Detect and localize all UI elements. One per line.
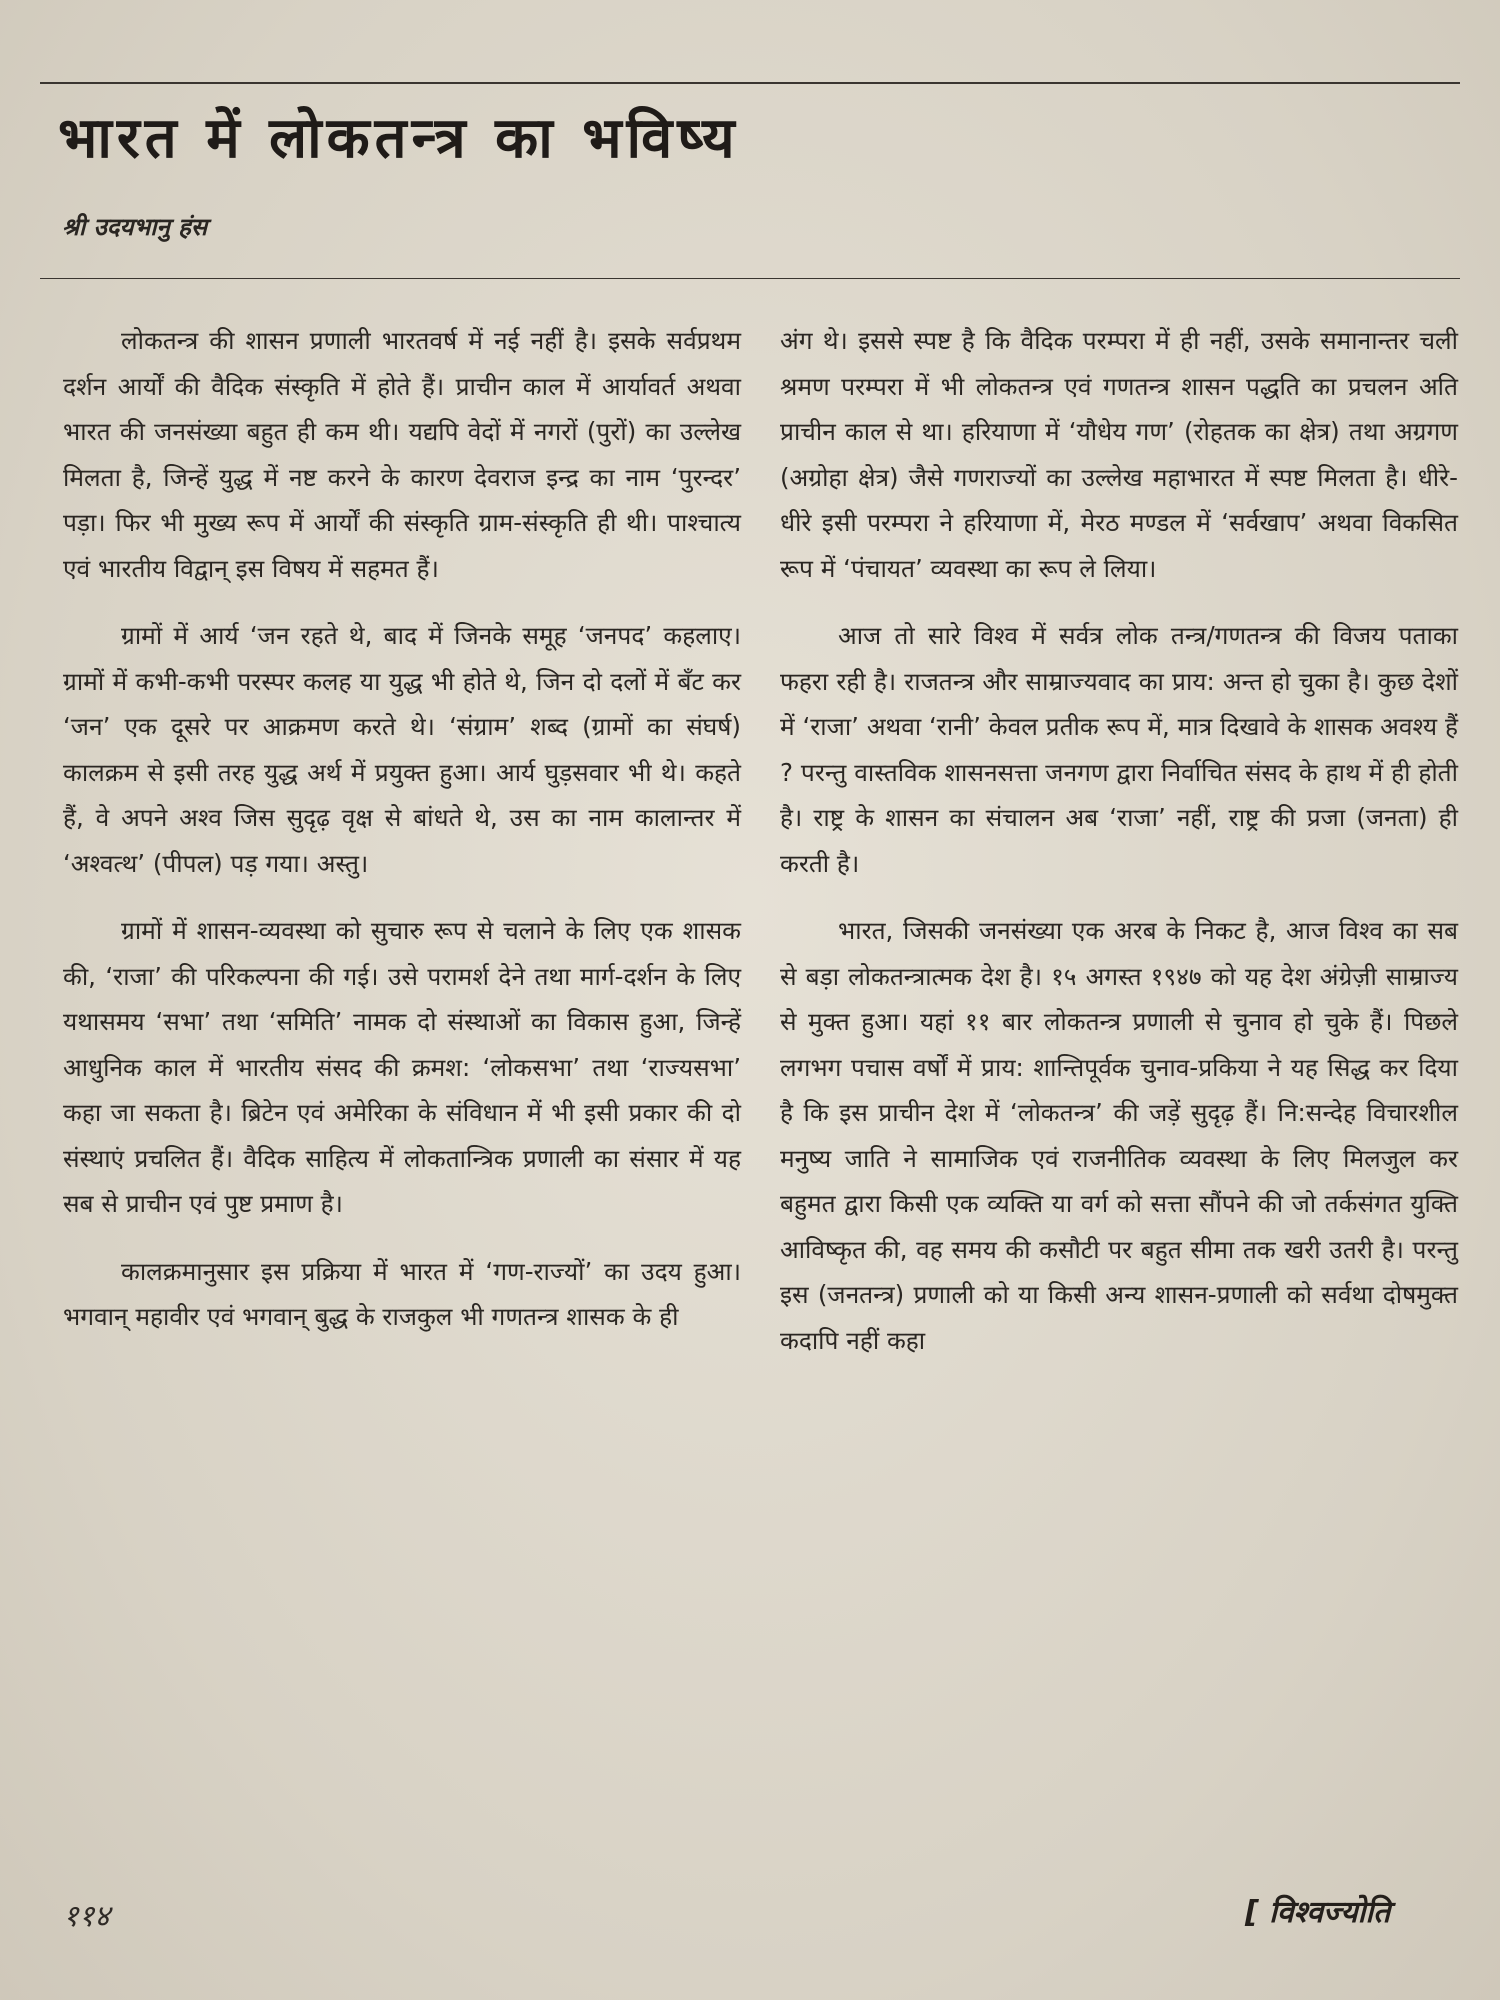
paragraph: आज तो सारे विश्व में सर्वत्र लोक तन्त्र/गणतन्त्र की विजय पताका फहरा रही है। राजतन्त्र और साम्राज्यवाद का प्राय: अन्त हो चुका है। कुछ देशों में ‘राजा’ अथवा ‘रानी’ केवल प्रतीक रूप में, मात्र दिखावे के शासक अवश्य हैं ? परन्तु वास्तविक शासनसत्ता जनगण द्वारा निर्वाचित संसद के हाथ में ही होती है। राष्ट्र के शासन का संचालन अब ‘राजा’ नहीं, राष्ट्र की प्रजा (जनता) ही करती है। [780,621,1458,878]
page-number: ११४ [63,1899,110,1934]
top-rule [40,82,1460,84]
article-title: भारत में लोकतन्त्र का भविष्य [58,106,740,171]
paragraph: अंग थे। इससे स्पष्ट है कि वैदिक परम्परा में ही नहीं, उसके समानान्तर चली श्रमण परम्परा में भी लोकतन्त्र एवं गणतन्त्र शासन पद्धति का प्रचलन अति प्राचीन काल से था। हरियाणा में ‘यौधेय गण’ (रोहतक का क्षेत्र) तथा अग्रगण (अग्रोहा क्षेत्र) जैसे गणराज्यों का उल्लेख महाभारत में स्पष्ट मिलता है। धीरे-धीरे इसी परम्परा ने हरियाणा में, मेरठ मण्डल में ‘सर्वखाप’ अथवा विकसित रूप में ‘पंचायत’ व्यवस्था का रूप ले लिया। [780,326,1458,583]
paragraph: भारत, जिसकी जनसंख्या एक अरब के निकट है, आज विश्व का सब से बड़ा लोकतन्त्रात्मक देश है। १५ अगस्त १९४७ को यह देश अंग्रेज़ी साम्राज्य से मुक्त हुआ। यहां ११ बार लोकतन्त्र प्रणाली से चुनाव हो चुके हैं। पिछले लगभग पचास वर्षों में प्राय: शान्तिपूर्वक चुनाव-प्रकिया ने यह सिद्ध कर दिया है कि इस प्राचीन देश में ‘लोकतन्त्र’ की जड़ें सुदृढ़ हैं। नि:सन्देह विचारशील मनुष्य जाति ने सामाजिक एवं राजनीतिक व्यवस्था के लिए मिलजुल कर बहुमत द्वारा किसी एक व्यक्ति या वर्ग को सत्ता सौंपने की जो तर्कसंगत युक्ति आविष्कृत की, वह समय की कसौटी पर बहुत सीमा तक खरी उतरी है। परन्तु इस (जनतन्त्र) प्रणाली को या किसी अन्य शासन-प्रणाली को सर्वथा दोषमुक्त कदापि नहीं कहा [780,916,1458,1355]
paragraph: लोकतन्त्र की शासन प्रणाली भारतवर्ष में नई नहीं है। इसके सर्वप्रथम दर्शन आर्यों की वैदिक संस्कृति में होते हैं। प्राचीन काल में आर्यावर्त अथवा भारत की जनसंख्या बहुत ही कम थी। यद्यपि वेदों में नगरों (पुरों) का उल्लेख मिलता है, जिन्हें युद्ध में नष्ट करने के कारण देवराज इन्द्र का नाम ‘पुरन्दर’ पड़ा। फिर भी मुख्य रूप में आर्यों की संस्कृति ग्राम-संस्कृति ही थी। पाश्चात्य एवं भारतीय विद्वान् इस विषय में सहमत हैं। [63,326,741,583]
journal-name: [ विश्वज्योति [1245,1895,1391,1930]
paragraph: ग्रामों में आर्य ‘जन रहते थे, बाद में जिनके समूह ‘जनपद’ कहलाए। ग्रामों में कभी-कभी परस्पर कलह या युद्ध भी होते थे, जिन दो दलों में बँट कर ‘जन’ एक दूसरे पर आक्रमण करते थे। ‘संग्राम’ शब्द (ग्रामों का संघर्ष) कालक्रम से इसी तरह युद्ध अर्थ में प्रयुक्त हुआ। आर्य घुड़सवार भी थे। कहते हैं, वे अपने अश्व जिस सुदृढ़ वृक्ष से बांधते थे, उस का नाम कालान्तर में ‘अश्वत्थ’ (पीपल) पड़ गया। अस्तु। [63,621,741,878]
author-byline: श्री उदयभानु हंस [62,213,208,241]
title-rule [40,278,1460,279]
paragraph: कालक्रमानुसार इस प्रक्रिया में भारत में ‘गण-राज्यों’ का उदय हुआ। भगवान् महावीर एवं भगवान् बुद्ध के राजकुल भी गणतन्त्र शासक के ही [63,1256,741,1331]
right-column [780,318,1458,1385]
left-column [63,318,741,1362]
paragraph: ग्रामों में शासन-व्यवस्था को सुचारु रूप से चलाने के लिए एक शासक की, ‘राजा’ की परिकल्पना की गई। उसे परामर्श देने तथा मार्ग-दर्शन के लिए यथासमय ‘सभा’ तथा ‘समिति’ नामक दो संस्थाओं का विकास हुआ, जिन्हें आधुनिक काल में भारतीय संसद की क्रमश: ‘लोकसभा’ तथा ‘राज्यसभा’ कहा जा सकता है। ब्रिटेन एवं अमेरिका के संविधान में भी इसी प्रकार की दो संस्थाएं प्रचलित हैं। वैदिक साहित्य में लोकतान्त्रिक प्रणाली का संसार में यह सब से प्राचीन एवं पुष्ट प्रमाण है। [63,916,741,1218]
